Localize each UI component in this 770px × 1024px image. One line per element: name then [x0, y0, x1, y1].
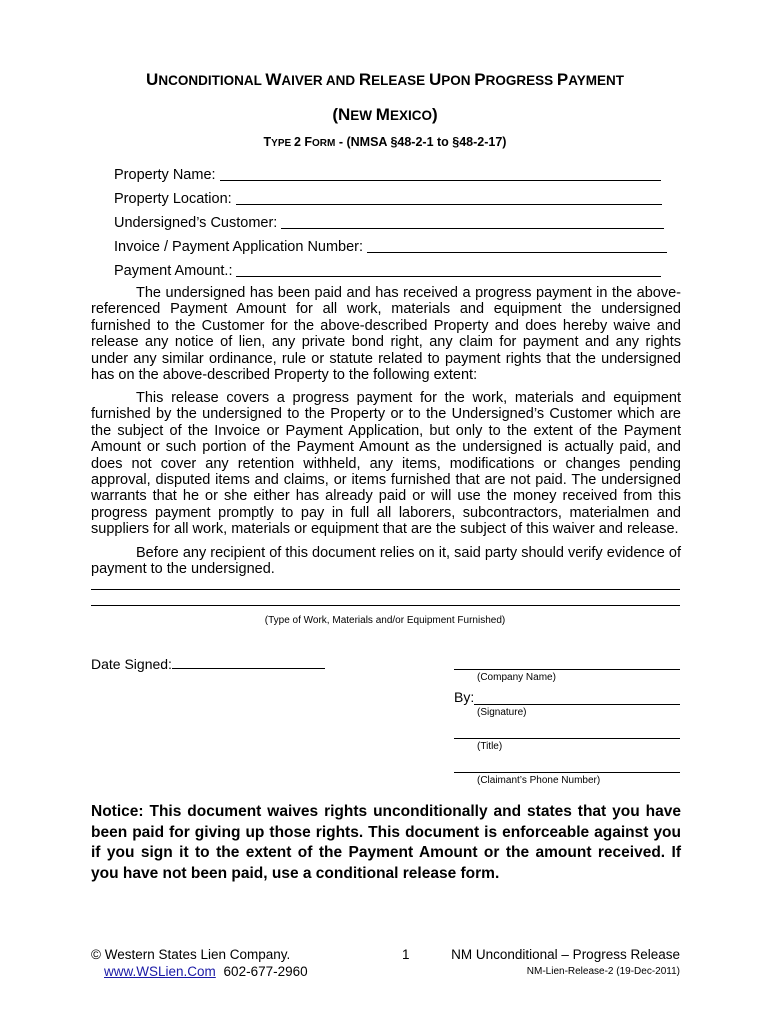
notice-paragraph: Notice: This document waives rights unconditionally and states that you have been paid for giving up those rights. This document is enforceable against you if you sign it to the extent of the Payment Amount or the amount received. If you have not been paid, use a conditional release form. — [91, 803, 681, 882]
release-paragraph-1 — [91, 285, 681, 383]
footer-right — [440, 946, 680, 980]
subtitle-text: M — [375, 105, 390, 124]
form-type-text: 2 F — [293, 135, 313, 149]
property-location-line[interactable] — [236, 204, 662, 205]
subtitle-text: (N — [332, 105, 351, 124]
property-location-label: Property Location: — [114, 191, 232, 207]
release-paragraph-2 — [91, 390, 681, 538]
document-title — [0, 68, 770, 93]
invoice-label: Invoice / Payment Application Number: — [114, 239, 364, 255]
company-name-line[interactable] — [454, 669, 680, 670]
paragraph-text: Before any recipient of this document relies on it, said party should verify evidence of payment to the undersigned. — [91, 545, 681, 578]
title-text: P — [556, 70, 569, 89]
title-text: ELEASE — [371, 73, 429, 88]
form-type-text: YPE — [271, 138, 294, 149]
signature-caption: (Signature) — [477, 707, 527, 718]
property-location-field[interactable] — [114, 188, 662, 208]
title-line[interactable] — [454, 738, 680, 739]
paragraph-text: The undersigned has been paid and has received a progress payment in the above-referenced Payment Amount for all work, materials and equipment the undersigned furnished to the Customer for the above-described Property and does hereby waive and release any notice of lien, any private bond right, any claim for payment and any rights under any similar ordinance, rule or statute related to payment rights that the undersigned has on the above-described Property to the following extent: — [91, 285, 681, 384]
title-text: PON — [441, 73, 475, 88]
title-text: P — [474, 70, 486, 89]
work-caption: (Type of Work, Materials and/or Equipment Furnished) — [264, 615, 506, 626]
form-type — [0, 134, 770, 152]
form-type-text: T — [263, 135, 272, 149]
form-code: NM-Lien-Release-2 (19-Dec-2011) — [526, 966, 680, 977]
date-signed-field[interactable] — [91, 656, 325, 672]
title-text: U — [428, 70, 442, 89]
form-title: NM Unconditional – Progress Release — [451, 947, 680, 962]
property-name-line[interactable] — [220, 180, 661, 181]
work-line-1[interactable] — [91, 589, 680, 590]
property-name-field[interactable] — [114, 164, 661, 184]
title-text: ROGRESS — [485, 73, 557, 88]
title-caption: (Title) — [477, 741, 503, 752]
date-signed-line[interactable] — [172, 668, 325, 669]
subtitle-text: ) — [431, 105, 438, 124]
title-text: U — [146, 70, 159, 89]
customer-field[interactable] — [114, 212, 664, 232]
amount-label: Payment Amount.: — [114, 263, 233, 279]
date-signed-label: Date Signed: — [91, 656, 172, 672]
title-text: W — [265, 70, 282, 89]
release-paragraph-3 — [91, 545, 681, 578]
state-subtitle — [0, 103, 770, 128]
phone-line[interactable] — [454, 772, 680, 773]
work-line-2[interactable] — [91, 605, 680, 606]
customer-label: Undersigned’s Customer: — [114, 215, 278, 231]
property-name-label: Property Name: — [114, 167, 216, 183]
title-text: AYMENT — [568, 73, 624, 88]
page-number: 1 — [402, 947, 410, 962]
by-label: By: — [454, 689, 475, 705]
form-type-text: - (NMSA §48-2-1 to §48-2-17) — [335, 135, 507, 149]
signature-line[interactable] — [474, 704, 680, 705]
subtitle-text: EW — [350, 108, 376, 123]
form-type-text: ORM — [312, 138, 336, 149]
title-text: R — [358, 70, 372, 89]
subtitle-text: EXICO — [389, 108, 432, 123]
paragraph-text: This release covers a progress payment for the work, materials and equipment furnished by the undersigned to the Property or to the Undersigned’s Customer which are the subject of the Invoice or Payment Application, but only to the extent of the Payment Amount or such portion of the Payment Amount as the undersigned is actually paid, and does not cover any retention withheld, any items, modifications or changes pending approval, disputed items and claims, or items furnished that are not paid. The undersigned warrants that he or she either has already paid or will use the money received from this progress payment promptly to pay in full all laborers, subcontractors, materialmen and suppliers for all work, materials or equipment that are the subject of this waiver and release. — [91, 390, 681, 538]
company-name-caption: (Company Name) — [477, 672, 556, 683]
phone-caption: (Claimant’s Phone Number) — [477, 775, 601, 786]
invoice-field[interactable] — [114, 236, 667, 256]
amount-line[interactable] — [236, 276, 661, 277]
title-text: AIVER AND — [281, 73, 359, 88]
footer-contact — [91, 963, 308, 980]
invoice-line[interactable] — [367, 252, 667, 253]
customer-line[interactable] — [281, 228, 664, 229]
footer-copyright: © Western States Lien Company. — [91, 947, 291, 962]
amount-field[interactable] — [114, 260, 661, 280]
footer-left — [91, 946, 308, 980]
title-text: NCONDITIONAL — [158, 73, 266, 88]
footer-phone: 602-677-2960 — [223, 964, 308, 979]
website-link[interactable]: www.WSLien.Com — [104, 964, 216, 979]
